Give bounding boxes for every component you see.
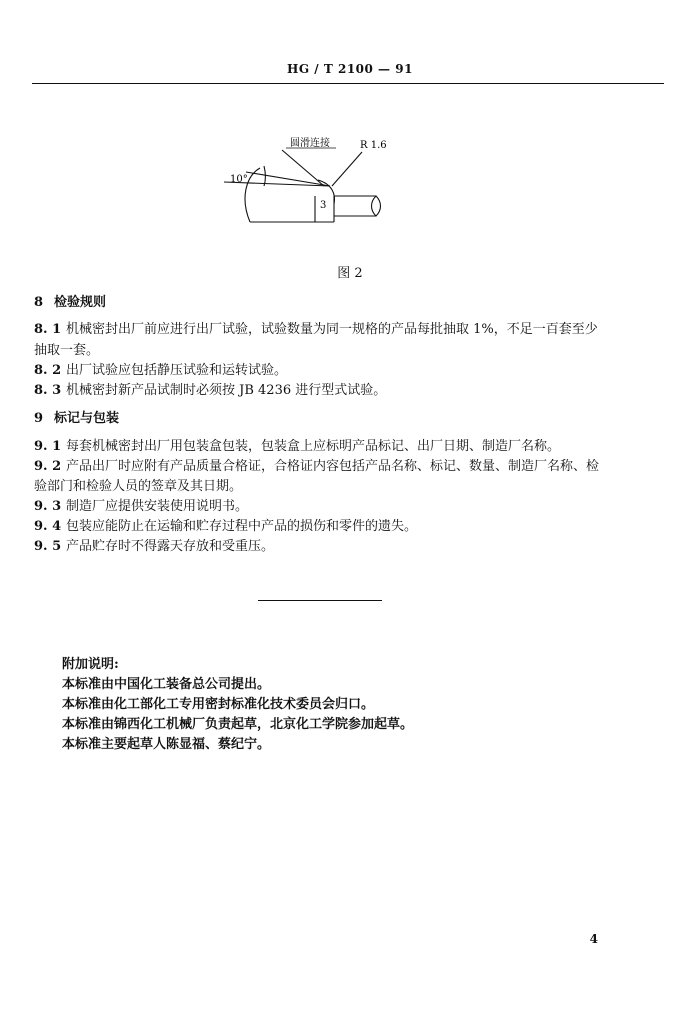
shaft-break bbox=[372, 196, 381, 216]
leader-radius bbox=[332, 152, 362, 186]
clause-8-1 bbox=[34, 321, 664, 339]
clause-number: 9. 2 bbox=[34, 459, 62, 474]
clause-text: 机械密封出厂前应进行出厂试验，试验数量为同一规格的产品每批抽取 1%，不足一百套至少 bbox=[66, 322, 598, 337]
clause-9-1 bbox=[34, 438, 664, 456]
section-title: 检验规则 bbox=[54, 295, 107, 310]
clause-number: 8. 1 bbox=[34, 322, 62, 337]
document-header: HG / T 2100 — 91 bbox=[287, 62, 413, 76]
clause-number: 9. 5 bbox=[34, 539, 62, 554]
clause-9-4 bbox=[34, 518, 664, 536]
clause-number: 9. 4 bbox=[34, 519, 62, 534]
clause-number: 9. 1 bbox=[34, 439, 62, 454]
clause-text: 包装应能防止在运输和贮存过程中产品的损伤和零件的遗失。 bbox=[66, 519, 418, 534]
section-8-heading bbox=[34, 294, 664, 312]
clause-number: 8. 3 bbox=[34, 383, 62, 398]
section-number: 9 bbox=[34, 411, 44, 426]
clause-8-1-continuation: 抽取一套。 bbox=[34, 343, 100, 358]
section-number: 8 bbox=[34, 295, 44, 310]
header-rule bbox=[32, 83, 664, 84]
clause-text: 每套机械密封出厂用包装盒包装，包装盒上应标明产品标记、出厂日期、制造厂名称。 bbox=[66, 439, 561, 454]
clause-8-3 bbox=[34, 382, 664, 400]
notes-line: 本标准由化工部化工专用密封标准化技术委员会归口。 bbox=[62, 697, 375, 712]
clause-text: 制造厂应提供安装使用说明书。 bbox=[66, 499, 249, 514]
label-dimension: 3 bbox=[320, 200, 327, 211]
section-title: 标记与包装 bbox=[54, 411, 120, 426]
notes-line: 本标准由锦西化工机械厂负责起草，北京化工学院参加起草。 bbox=[62, 717, 414, 732]
leader-smooth-joint bbox=[282, 150, 324, 186]
clause-number: 8. 2 bbox=[34, 363, 62, 378]
clause-text: 产品贮存时不得露天存放和受重压。 bbox=[66, 539, 275, 554]
figure-caption: 图 2 bbox=[337, 266, 363, 281]
label-angle: 10° bbox=[230, 174, 248, 185]
clause-number: 9. 3 bbox=[34, 499, 62, 514]
page-number: 4 bbox=[589, 932, 598, 946]
clause-text: 机械密封新产品试制时必须按 JB 4236 进行型式试验。 bbox=[66, 383, 387, 398]
clause-text: 出厂试验应包括静压试验和运转试验。 bbox=[66, 363, 288, 378]
label-radius: R 1.6 bbox=[360, 140, 387, 151]
figure-2-drawing bbox=[220, 128, 410, 238]
notes-line: 本标准由中国化工装备总公司提出。 bbox=[62, 677, 271, 692]
section-9-heading bbox=[34, 410, 664, 428]
end-rule bbox=[258, 600, 382, 601]
notes-line: 本标准主要起草人陈显福、蔡纪宁。 bbox=[62, 737, 271, 752]
notes-title: 附加说明: bbox=[62, 657, 119, 672]
clause-9-3 bbox=[34, 498, 664, 516]
clause-text: 产品出厂时应附有产品质量合格证，合格证内容包括产品名称、标记、数量、制造厂名称、检 bbox=[66, 459, 600, 474]
label-smooth-joint: 圆滑连接 bbox=[290, 138, 330, 149]
clause-8-2 bbox=[34, 362, 664, 380]
clause-9-2-continuation: 验部门和检验人员的签章及其日期。 bbox=[34, 479, 243, 494]
clause-9-2 bbox=[34, 458, 664, 476]
clause-9-5 bbox=[34, 538, 664, 556]
